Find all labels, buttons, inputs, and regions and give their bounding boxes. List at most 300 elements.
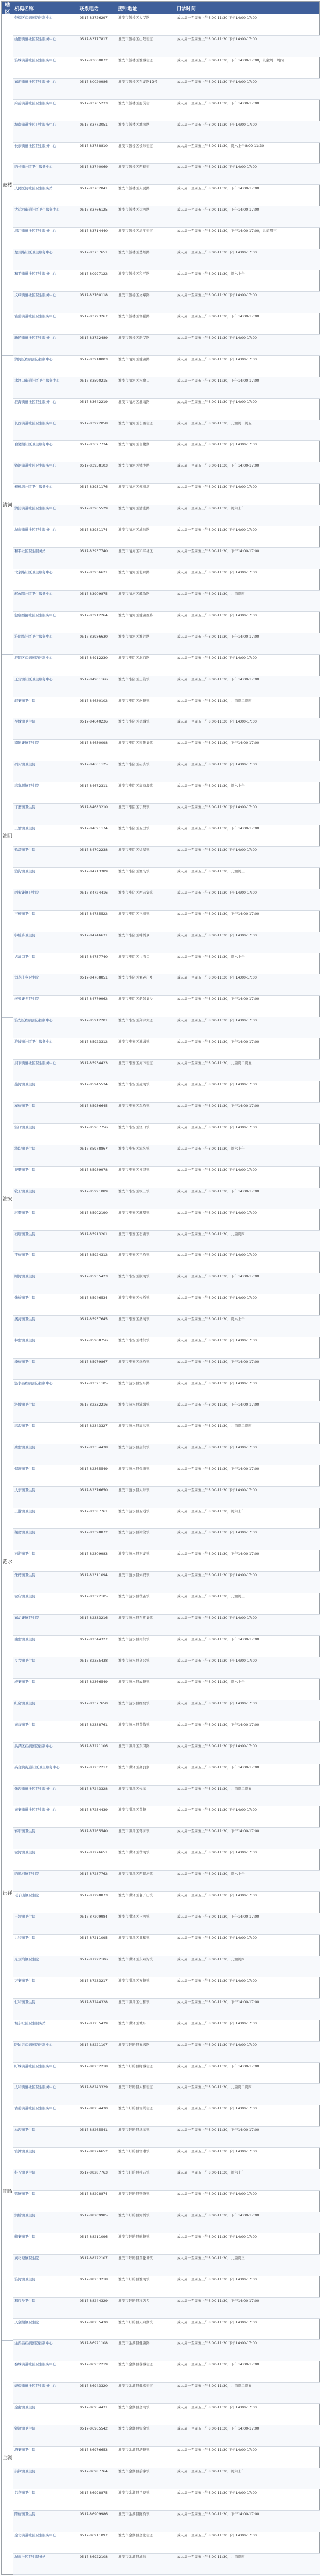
clinic-address: 淮安市涟水县红窑镇 <box>118 1701 150 1705</box>
clinic-hours: 成人周一至周五上午8:00-11:30 下午14:00-17:00 <box>177 1487 257 1492</box>
clinic-name: 富强街道社区卫生服务中心 <box>14 314 56 319</box>
clinic-address: 淮安市金湖县金南镇 <box>118 2405 150 2410</box>
clinic-phone[interactable]: 0517-87209984 <box>80 1914 108 1919</box>
table-row <box>13 1935 320 1956</box>
clinic-name: 金湖县疾病预防控制中心 <box>14 2341 53 2346</box>
clinic-phone[interactable]: 0517-87243328 <box>80 1786 108 1791</box>
clinic-address: 淮安市洪泽区仁和镇 <box>118 1999 150 2004</box>
clinic-hours: 成人周一至周五上午8:00-11:30，周六上午 <box>177 1872 245 1876</box>
clinic-phone[interactable]: 0517-88233218 <box>80 2277 108 2282</box>
clinic-phone[interactable]: 0517-82333216 <box>80 1616 108 1620</box>
clinic-phone[interactable]: 0517-85902190 <box>80 1210 108 1215</box>
clinic-hours: 成人周一至周五上午8:00-11:30 下午14:00-17:00 <box>177 2533 257 2538</box>
clinic-phone[interactable]: 0517-83793267 <box>80 314 108 319</box>
table-row <box>13 697 320 719</box>
clinic-address: 淮安市淮安区河下街道 <box>118 1061 153 1066</box>
clinic-phone[interactable]: 0517-88221107 <box>80 2042 108 2047</box>
clinic-address: 淮安市清河区北京路 <box>118 570 150 575</box>
clinic-phone[interactable]: 0517-85912201 <box>80 1018 108 1023</box>
clinic-hours: 成人周一至周五上午8:00-11:30，下午14:00-17:00 <box>177 1402 259 1407</box>
clinic-name: 淮海街道社区卫生服务中心 <box>14 399 56 404</box>
clinic-address: 淮安市鼓楼区清江街道 <box>118 229 153 234</box>
clinic-address: 淮安市淮安区溪河镇 <box>118 1317 150 1322</box>
clinic-address: 淮安市淮安区苏嘴镇 <box>118 1210 150 1215</box>
clinic-phone[interactable]: 0517-85945534 <box>80 1082 108 1087</box>
clinic-phone[interactable]: 0517-86987764 <box>80 2469 108 2474</box>
clinic-hours: 成人周一至周五上午8:00-11:30，下午14:00-17:00 <box>177 1914 259 1919</box>
clinic-phone[interactable]: 0517-87255439 <box>80 2021 108 2026</box>
clinic-phone[interactable]: 0517-84630102 <box>80 698 108 703</box>
clinic-hours: 成人周一至周五上午8:00-11:30 下午14:00-17:00 <box>177 1658 257 1663</box>
clinic-name: 老子山镇卫生院 <box>14 1893 39 1898</box>
clinic-hours: 成人周一至周五上午8:00-11:30，儿童周四 <box>177 2554 245 2559</box>
clinic-name: 黄营镇卫生院 <box>14 1722 35 1727</box>
clinic-phone[interactable]: 0517-83726297 <box>80 15 108 20</box>
clinic-address: 淮安市鼓楼区文峰路 <box>118 292 150 297</box>
clinic-phone[interactable]: 0517-84683210 <box>80 805 108 810</box>
clinic-address: 淮安市涟水县梁岔镇 <box>118 1530 150 1535</box>
clinic-phone[interactable]: 0517-85979867 <box>80 1360 108 1364</box>
district-label: 涟水 <box>2 1380 13 1743</box>
clinic-address: 淮安市涟水县成集镇 <box>118 1679 150 1684</box>
clinic-phone[interactable]: 0517-85978867 <box>80 1146 108 1151</box>
clinic-phone[interactable]: 0517-83986630 <box>80 634 108 639</box>
table-row <box>13 782 320 804</box>
table-row <box>13 1465 320 1487</box>
clinic-name: 清浦街道社区卫生服务中心 <box>14 506 56 511</box>
clinic-name: 淮河镇卫生院 <box>14 2277 35 2282</box>
clinic-address: 淮安市盱眙县官滩镇 <box>118 2149 150 2154</box>
clinic-address: 淮安市鼓楼区富强路 <box>118 314 150 319</box>
clinic-phone[interactable]: 0517-86921108 <box>80 2341 108 2346</box>
clinic-hours: 成人周一至周五上午8:00-11:30，儿童周二周五 <box>177 1061 252 1066</box>
clinic-phone[interactable]: 0517-85934423 <box>80 1061 108 1066</box>
clinic-phone[interactable]: 0517-88254430 <box>80 2106 108 2111</box>
clinic-name: 古桑街道社区卫生服务中心 <box>14 2106 56 2111</box>
clinic-phone[interactable]: 0517-82377650 <box>80 1701 108 1705</box>
table-row <box>13 1679 320 1700</box>
clinic-name: 仁和镇卫生院 <box>14 1999 35 2004</box>
clinic-phone[interactable]: 0517-83642219 <box>80 399 108 404</box>
clinic-phone[interactable]: 0517-86922108 <box>80 2554 108 2559</box>
table-row <box>13 718 320 740</box>
clinic-phone[interactable]: 0517-82387761 <box>80 1509 108 1514</box>
table-row <box>13 57 320 79</box>
table-row <box>13 356 320 377</box>
clinic-hours: 成人周一至周五上午8:00-11:30，下午14:00-17:00 <box>177 2426 259 2431</box>
header-phone: 联系电话 <box>79 6 99 12</box>
clinic-address: 淮安市清河区水渡口 <box>118 378 150 383</box>
clinic-hours: 成人周一至周五上午8:00-11:30 下午14:00-17:00 <box>177 1701 257 1705</box>
clinic-address: 淮安市淮安区林集镇 <box>118 1338 150 1343</box>
clinic-address: 淮安市淮安区朱桥镇 <box>118 1295 150 1300</box>
clinic-address: 淮安市清河区城东路 <box>118 527 150 532</box>
table-row <box>13 1657 320 1679</box>
clinic-name: 韩桥乡卫生院 <box>14 933 35 937</box>
clinic-phone[interactable]: 0517-82321105 <box>80 1381 108 1385</box>
clinic-phone[interactable]: 0517-83714440 <box>80 229 108 234</box>
clinic-hours: 成人周一至周五上午8:00-11:30，周六上午 <box>177 1679 245 1684</box>
clinic-name: 岔庙镇卫生院 <box>14 1594 35 1599</box>
clinic-phone[interactable]: 0517-88222107 <box>80 2255 108 2260</box>
clinic-phone[interactable]: 0517-88265541 <box>80 2128 108 2132</box>
clinic-phone[interactable]: 0517-85924312 <box>80 1253 108 1258</box>
clinic-address: 淮安市淮阴区北京路 <box>118 655 150 660</box>
clinic-phone[interactable]: 0517-87298873 <box>80 1893 108 1898</box>
clinic-name: 南陈集镇卫生院 <box>14 741 39 746</box>
clinic-name: 钦工镇卫生院 <box>14 1189 35 1193</box>
clinic-phone[interactable]: 0517-87276651 <box>80 1850 108 1855</box>
clinic-hours: 成人周一至周五上午8:00-11:30 下午14:00-17:00 <box>177 399 257 404</box>
clinic-phone[interactable]: 0517-88255430 <box>80 2319 108 2324</box>
clinic-name: 渔沟镇卫生院 <box>14 868 35 873</box>
table-row <box>13 1572 320 1593</box>
clinic-hours: 成人周一至周五上午8:00-11:30，周六上午 <box>177 506 245 511</box>
clinic-phone[interactable]: 0517-84661125 <box>80 762 108 767</box>
clinic-phone[interactable]: 0517-86943320 <box>80 2384 108 2388</box>
clinic-phone[interactable]: 0517-82311094 <box>80 1573 108 1578</box>
clinic-hours: 成人周一至周五上午8:00-11:30 下午14:00-17:00 <box>177 2277 257 2282</box>
clinic-hours: 成人周一至周五上午8:00-11:30 下午14:00-17:00 <box>177 1807 257 1812</box>
clinic-phone[interactable]: 0517-83760118 <box>80 292 108 297</box>
clinic-phone[interactable]: 0517-82344327 <box>80 1637 108 1642</box>
clinic-name: 吕良镇卫生院 <box>14 2490 35 2495</box>
clinic-phone[interactable]: 0517-85913201 <box>80 1231 108 1236</box>
clinic-phone[interactable]: 0517-86965542 <box>80 2426 108 2431</box>
clinic-hours: 成人周一至周五上午8:00-11:30 下午14:00-17:00 <box>177 1530 257 1535</box>
clinic-phone[interactable]: 0517-83777817 <box>80 36 108 41</box>
clinic-phone[interactable]: 0517-84746631 <box>80 933 108 937</box>
clinic-name: 平桥镇卫生院 <box>14 1253 35 1258</box>
clinic-name: 淮阴路社区卫生服务中心 <box>14 634 53 639</box>
clinic-phone[interactable]: 0517-88211096 <box>80 2234 108 2239</box>
clinic-phone[interactable]: 0517-87244328 <box>80 1999 108 2004</box>
clinic-address: 淮安市盱眙县鲍集镇 <box>118 2234 150 2239</box>
clinic-hours: 成人周一至周五上午8:00-11:30 下午14:00-17:00 <box>177 292 257 297</box>
clinic-address: 淮安市洪泽区万集镇 <box>118 1978 150 1983</box>
clinic-phone[interactable]: 0517-84650098 <box>80 741 108 746</box>
clinic-hours: 成人周一至周五上午8:00-11:30 下午14:00-17:00 <box>177 762 257 767</box>
clinic-phone[interactable]: 0517-84702238 <box>80 847 108 852</box>
clinic-address: 淮安市金湖县前锋镇 <box>118 2469 150 2474</box>
clinic-phone[interactable]: 0517-83590215 <box>80 378 108 383</box>
table-row <box>13 121 320 143</box>
table-row <box>13 143 320 164</box>
clinic-address: 淮安市清河区健康路 <box>118 356 150 361</box>
clinic-name: 五里镇卫生院 <box>14 826 35 831</box>
clinic-phone[interactable]: 0517-82343327 <box>80 1423 108 1428</box>
clinic-phone[interactable]: 0517-80997122 <box>80 271 108 276</box>
clinic-phone[interactable]: 0517-85967756 <box>80 1124 108 1129</box>
vaccination-clinic-table <box>1 1 320 2575</box>
clinic-address: 淮安市洪泽区黄集 <box>118 1807 146 1812</box>
clinic-phone[interactable]: 0517-83937740 <box>80 549 108 554</box>
clinic-address: 淮安市鼓楼区西长街 <box>118 165 150 169</box>
clinic-phone[interactable]: 0517-88244329 <box>80 2298 108 2303</box>
clinic-phone[interactable]: 0517-83765233 <box>80 100 108 105</box>
clinic-phone[interactable]: 0517-82354438 <box>80 1445 108 1449</box>
clinic-hours: 成人周一至周五上午8:00-11:30，下午14:00-17:00 <box>177 1039 259 1044</box>
clinic-address: 淮安市淮阴区码头镇 <box>118 762 150 767</box>
table-header <box>2 2 319 14</box>
table-row <box>13 335 320 356</box>
clinic-phone[interactable]: 0517-84735522 <box>80 911 108 916</box>
clinic-hours: 成人周一至周五上午8:00-11:30 下午14:00-17:00 <box>177 612 257 617</box>
district-label: 盱眙 <box>2 2042 13 2341</box>
clinic-name: 刘老庄乡卫生院 <box>14 975 39 980</box>
clinic-phone[interactable]: 0517-85991089 <box>80 1189 108 1193</box>
district-label: 淮阴 <box>2 655 13 1018</box>
clinic-hours: 成人周一至周五上午8:00-11:30，下午14:00-17:00 <box>177 2128 259 2132</box>
clinic-phone[interactable]: 0517-84768851 <box>80 975 108 980</box>
clinic-hours: 成人周一至周五上午8:00-11:30 下午14:00-17:00 <box>177 527 257 532</box>
table-row <box>13 2191 320 2212</box>
clinic-phone[interactable]: 0517-83627734 <box>80 442 108 447</box>
clinic-address: 淮安市淮阴区王营镇 <box>118 677 150 681</box>
clinic-name: 官滩镇卫生院 <box>14 2149 35 2154</box>
clinic-hours: 成人周一至周五上午8:00-11:30 下午14:00-17:00 <box>177 1850 257 1855</box>
clinic-phone[interactable]: 0517-87287762 <box>80 1872 108 1876</box>
clinic-phone[interactable]: 0517-82376650 <box>80 1487 108 1492</box>
clinic-phone[interactable]: 0517-83722489 <box>80 335 108 340</box>
clinic-address: 淮安市金湖县金北街道 <box>118 2533 153 2538</box>
clinic-phone[interactable]: 0517-83951176 <box>80 485 108 490</box>
clinic-phone[interactable]: 0517-88243329 <box>80 2085 108 2090</box>
clinic-phone[interactable]: 0517-83981174 <box>80 527 108 532</box>
clinic-hours: 成人周一至周五上午8:00-11:30 下午14:00-17:00 <box>177 847 257 852</box>
clinic-phone[interactable]: 0517-88298874 <box>80 2192 108 2197</box>
clinic-address: 淮安市涟水县义兴镇 <box>118 1658 150 1663</box>
clinic-hours: 成人周一至周五上午8:00-11:30，周六上午 <box>177 1146 245 1151</box>
clinic-hours: 成人周一至周五上午8:00-11:30，下午14:00-17:00 <box>177 1274 259 1279</box>
clinic-hours: 成人周一至周五上午8:00-11:30，儿童周三 <box>177 868 245 873</box>
clinic-hours: 成人周一至周五上午8:00-11:30 下午14:00-17:00 <box>177 1381 257 1385</box>
clinic-phone[interactable]: 0517-87221106 <box>80 1743 108 1748</box>
clinic-hours: 成人周一至周五上午8:00-11:30 下午14:00-17:00 <box>177 933 257 937</box>
clinic-phone[interactable]: 0517-83922058 <box>80 421 108 425</box>
clinic-address: 淮安市鼓楼区东湖路12号 <box>118 79 158 84</box>
clinic-phone[interactable]: 0517-88276652 <box>80 2149 108 2154</box>
clinic-name: 吴城镇卫生院 <box>14 719 35 724</box>
clinic-address: 淮安市鼓楼区淮城街道 <box>118 58 153 63</box>
clinic-phone[interactable]: 0517-83936621 <box>80 570 108 575</box>
table-row <box>13 2340 320 2361</box>
clinic-hours: 成人周一至周五上午8:00-11:30 下午14:00-17:00 <box>177 1338 257 1343</box>
clinic-hours: 成人周一至周五上午8:00-11:30 下午14:00-17:00 <box>177 2448 257 2453</box>
table-row <box>13 1999 320 2020</box>
clinic-phone[interactable]: 0517-86998875 <box>80 2490 108 2495</box>
clinic-name: 朱桥镇卫生院 <box>14 1295 35 1300</box>
clinic-phone[interactable]: 0517-85957645 <box>80 1317 108 1322</box>
clinic-phone[interactable]: 0517-82332216 <box>80 1402 108 1407</box>
clinic-phone[interactable]: 0517-87211095 <box>80 1935 108 1940</box>
clinic-address: 淮安市淮安区石塘镇 <box>118 1231 150 1236</box>
clinic-phone[interactable]: 0517-83766125 <box>80 207 108 212</box>
table-row <box>13 1700 320 1721</box>
clinic-name: 淮城街道社区卫生服务中心 <box>14 58 56 63</box>
clinic-phone[interactable]: 0517-84757740 <box>80 954 108 959</box>
clinic-phone[interactable]: 0517-83958103 <box>80 463 108 468</box>
clinic-phone[interactable]: 0517-85923312 <box>80 1039 108 1044</box>
clinic-name: 万集镇卫生院 <box>14 1978 35 1983</box>
clinic-name: 淮阴区疾病预防控制中心 <box>14 655 53 660</box>
clinic-phone[interactable]: 0517-82309983 <box>80 1551 108 1556</box>
clinic-phone[interactable]: 0517-84912230 <box>80 655 108 660</box>
clinic-phone[interactable]: 0517-82365549 <box>80 1466 108 1471</box>
clinic-hours: 成人周一至周五上午8:00-11:30，下午14:00-17:00 <box>177 1765 259 1770</box>
table-row <box>13 804 320 825</box>
clinic-address: 淮安市淮安区车桥镇 <box>118 1104 150 1108</box>
clinic-address: 淮安市涟水县五港镇 <box>118 1509 150 1514</box>
clinic-phone[interactable]: 0517-85989978 <box>80 1167 108 1172</box>
clinic-hours: 成人周一至周五上午8:00-11:30 下午14:00-17:00 <box>177 2106 257 2111</box>
clinic-phone[interactable]: 0517-82322105 <box>80 1594 108 1599</box>
clinic-phone[interactable]: 0517-84640236 <box>80 719 108 724</box>
clinic-phone[interactable]: 0517-84724416 <box>80 890 108 895</box>
table-row <box>13 1188 320 1209</box>
table-row <box>13 2042 320 2063</box>
clinic-phone[interactable]: 0517-82355438 <box>80 1658 108 1663</box>
clinic-name: 城南街道社区卫生服务中心 <box>14 122 56 127</box>
clinic-name: 大运河街道社区卫生服务中心 <box>14 207 60 212</box>
district-label: 金湖 <box>2 2341 13 2575</box>
clinic-phone[interactable]: 0517-85935423 <box>80 1274 108 1279</box>
clinic-address: 淮安市淮安区季桥镇 <box>118 1360 150 1364</box>
table-row <box>13 847 320 868</box>
clinic-address: 淮安市涟水县大东镇 <box>118 1487 150 1492</box>
clinic-phone[interactable]: 0517-84672311 <box>80 783 108 788</box>
table-row <box>13 2425 320 2447</box>
clinic-hours: 成人周一至周五上午8:00-11:30，儿童周三 <box>177 1594 245 1599</box>
clinic-phone[interactable]: 0517-82398872 <box>80 1530 108 1535</box>
clinic-phone[interactable]: 0517-86932219 <box>80 2362 108 2367</box>
clinic-phone[interactable]: 0517-82366549 <box>80 1679 108 1684</box>
clinic-address: 淮安市涟水县安东路 <box>118 1381 150 1385</box>
clinic-phone[interactable]: 0517-85946534 <box>80 1295 108 1300</box>
table-row <box>13 79 320 100</box>
clinic-name: 朱坝街道社区卫生服务中心 <box>14 1786 56 1791</box>
clinic-phone[interactable]: 0517-83740069 <box>80 165 108 169</box>
clinic-hours: 成人周一至周五上午8:00-11:30 下午14:00-17:00 <box>177 165 257 169</box>
clinic-phone[interactable]: 0517-87222106 <box>80 1957 108 1961</box>
clinic-phone[interactable]: 0517-87232217 <box>80 1765 108 1770</box>
clinic-hours: 成人周一至周五上午8:00-11:30，下午14:00-17:00 <box>177 2213 259 2217</box>
clinic-address: 淮安市清河区淮阴路 <box>118 634 150 639</box>
clinic-phone[interactable]: 0517-88287763 <box>80 2170 108 2175</box>
clinic-phone[interactable]: 0517-86976653 <box>80 2448 108 2453</box>
clinic-name: 古清口卫生院 <box>14 954 35 959</box>
clinic-name: 东胡集镇卫生院 <box>14 1616 39 1620</box>
clinic-phone[interactable]: 0517-83660872 <box>80 58 108 63</box>
clinic-address: 淮安市淮阴区高家堰镇 <box>118 783 153 788</box>
clinic-phone[interactable]: 0517-84901166 <box>80 677 108 681</box>
clinic-address: 淮安市淮阴区吴城镇 <box>118 719 150 724</box>
clinic-phone[interactable]: 0517-86911097 <box>80 2533 108 2538</box>
clinic-phone[interactable]: 0517-83788810 <box>80 143 108 148</box>
clinic-phone[interactable]: 0517-88232218 <box>80 2063 108 2068</box>
clinic-name: 盱眙县疾病预防控制中心 <box>14 2042 53 2047</box>
table-row <box>13 1337 320 1359</box>
clinic-phone[interactable]: 0517-80020986 <box>80 79 108 84</box>
clinic-phone[interactable]: 0517-87233217 <box>80 1978 108 1983</box>
clinic-phone[interactable]: 0517-83762041 <box>80 186 108 191</box>
clinic-name: 高沟镇卫生院 <box>14 1423 35 1428</box>
clinic-name: 成集镇卫生院 <box>14 1679 35 1684</box>
table-row <box>13 1529 320 1550</box>
clinic-name: 涟城镇卫生院 <box>14 1402 35 1407</box>
clinic-name: 长西街道社区卫生服务中心 <box>14 421 56 425</box>
clinic-name: 溪河镇卫生院 <box>14 1317 35 1322</box>
clinic-phone[interactable]: 0517-84779962 <box>80 997 108 1002</box>
clinic-name: 府前街道社区卫生服务中心 <box>14 100 56 105</box>
clinic-name: 施河镇卫生院 <box>14 1082 35 1087</box>
clinic-hours: 成人周一至周五上午8:00-11:30，下午14:00-17:00 <box>177 2362 259 2367</box>
clinic-phone[interactable]: 0517-83912264 <box>80 612 108 617</box>
clinic-phone[interactable]: 0517-85956645 <box>80 1104 108 1108</box>
clinic-address: 淮安市鼓楼区人民路 <box>118 15 150 20</box>
clinic-hours: 成人周一至周五上午8:00-11:30，周六上午 <box>177 783 245 788</box>
clinic-address: 淮安市淮阴区西宋集镇 <box>118 890 153 895</box>
clinic-hours: 成人周一至周五上午8:00-11:30，下午14:00-17:00，儿童周三 <box>177 229 277 234</box>
clinic-name: 流均镇卫生院 <box>14 1146 35 1151</box>
clinic-hours: 成人周一至周五上午8:00-11:30，周六上午 <box>177 954 245 959</box>
table-row <box>13 2127 320 2148</box>
clinic-name: 大东镇卫生院 <box>14 1487 35 1492</box>
clinic-address: 淮安市清河区长西街道 <box>118 421 153 425</box>
clinic-phone[interactable]: 0517-88209985 <box>80 2213 108 2217</box>
clinic-address: 淮安市清河区健康西路 <box>118 612 153 617</box>
clinic-address: 淮安市涟水县南集镇 <box>118 1637 150 1642</box>
clinic-address: 淮安市金湖县城东 <box>118 2554 146 2559</box>
clinic-phone[interactable]: 0517-87254439 <box>80 1807 108 1812</box>
clinic-name: 金南镇卫生院 <box>14 2405 35 2410</box>
clinic-hours: 成人周一至周五上午8:00-11:30 下午14:00-17:00 <box>177 1295 257 1300</box>
clinic-phone[interactable]: 0517-83918003 <box>80 356 108 361</box>
clinic-phone[interactable]: 0517-87265540 <box>80 1829 108 1834</box>
table-row <box>13 953 320 975</box>
clinic-name: 天泉湖镇卫生院 <box>14 2319 39 2324</box>
clinic-hours: 成人周一至周五上午8:00-11:30 下午14:00-17:00 <box>177 1935 257 1940</box>
clinic-name: 戴楼街道社区卫生服务中心 <box>14 2384 56 2388</box>
clinic-hours: 成人周一至周五上午8:00-11:30，下午14:00-17:00 <box>177 1189 259 1193</box>
clinic-phone[interactable]: 0517-86909986 <box>80 2511 108 2516</box>
clinic-phone[interactable]: 0517-85968756 <box>80 1338 108 1343</box>
table-row <box>13 974 320 996</box>
table-row <box>13 889 320 911</box>
clinic-phone[interactable]: 0517-83965529 <box>80 506 108 511</box>
clinic-name: 健康西路社区卫生服务中心 <box>14 612 56 617</box>
clinic-phone[interactable]: 0517-86954431 <box>80 2405 108 2410</box>
table-row <box>13 1423 320 1444</box>
clinic-address: 淮安市洪泽区三河镇 <box>118 1914 150 1919</box>
clinic-address: 淮安市清河区清浦路 <box>118 506 150 511</box>
clinic-phone[interactable]: 0517-83773051 <box>80 122 108 127</box>
clinic-phone[interactable]: 0517-83909875 <box>80 591 108 596</box>
table-row <box>13 1103 320 1124</box>
clinic-phone[interactable]: 0517-84713389 <box>80 868 108 873</box>
clinic-address: 淮安市盱眙县穆店乡 <box>118 2298 150 2303</box>
table-row <box>13 2554 320 2575</box>
clinic-phone[interactable]: 0517-82388761 <box>80 1722 108 1727</box>
clinic-phone[interactable]: 0517-84691174 <box>80 826 108 831</box>
table-row <box>13 2105 320 2127</box>
table-row <box>13 2319 320 2340</box>
clinic-phone[interactable]: 0517-83737651 <box>80 250 108 255</box>
district-label: 清河 <box>2 356 13 655</box>
table-row <box>13 377 320 399</box>
table-row <box>13 2404 320 2425</box>
table-row <box>13 569 320 591</box>
